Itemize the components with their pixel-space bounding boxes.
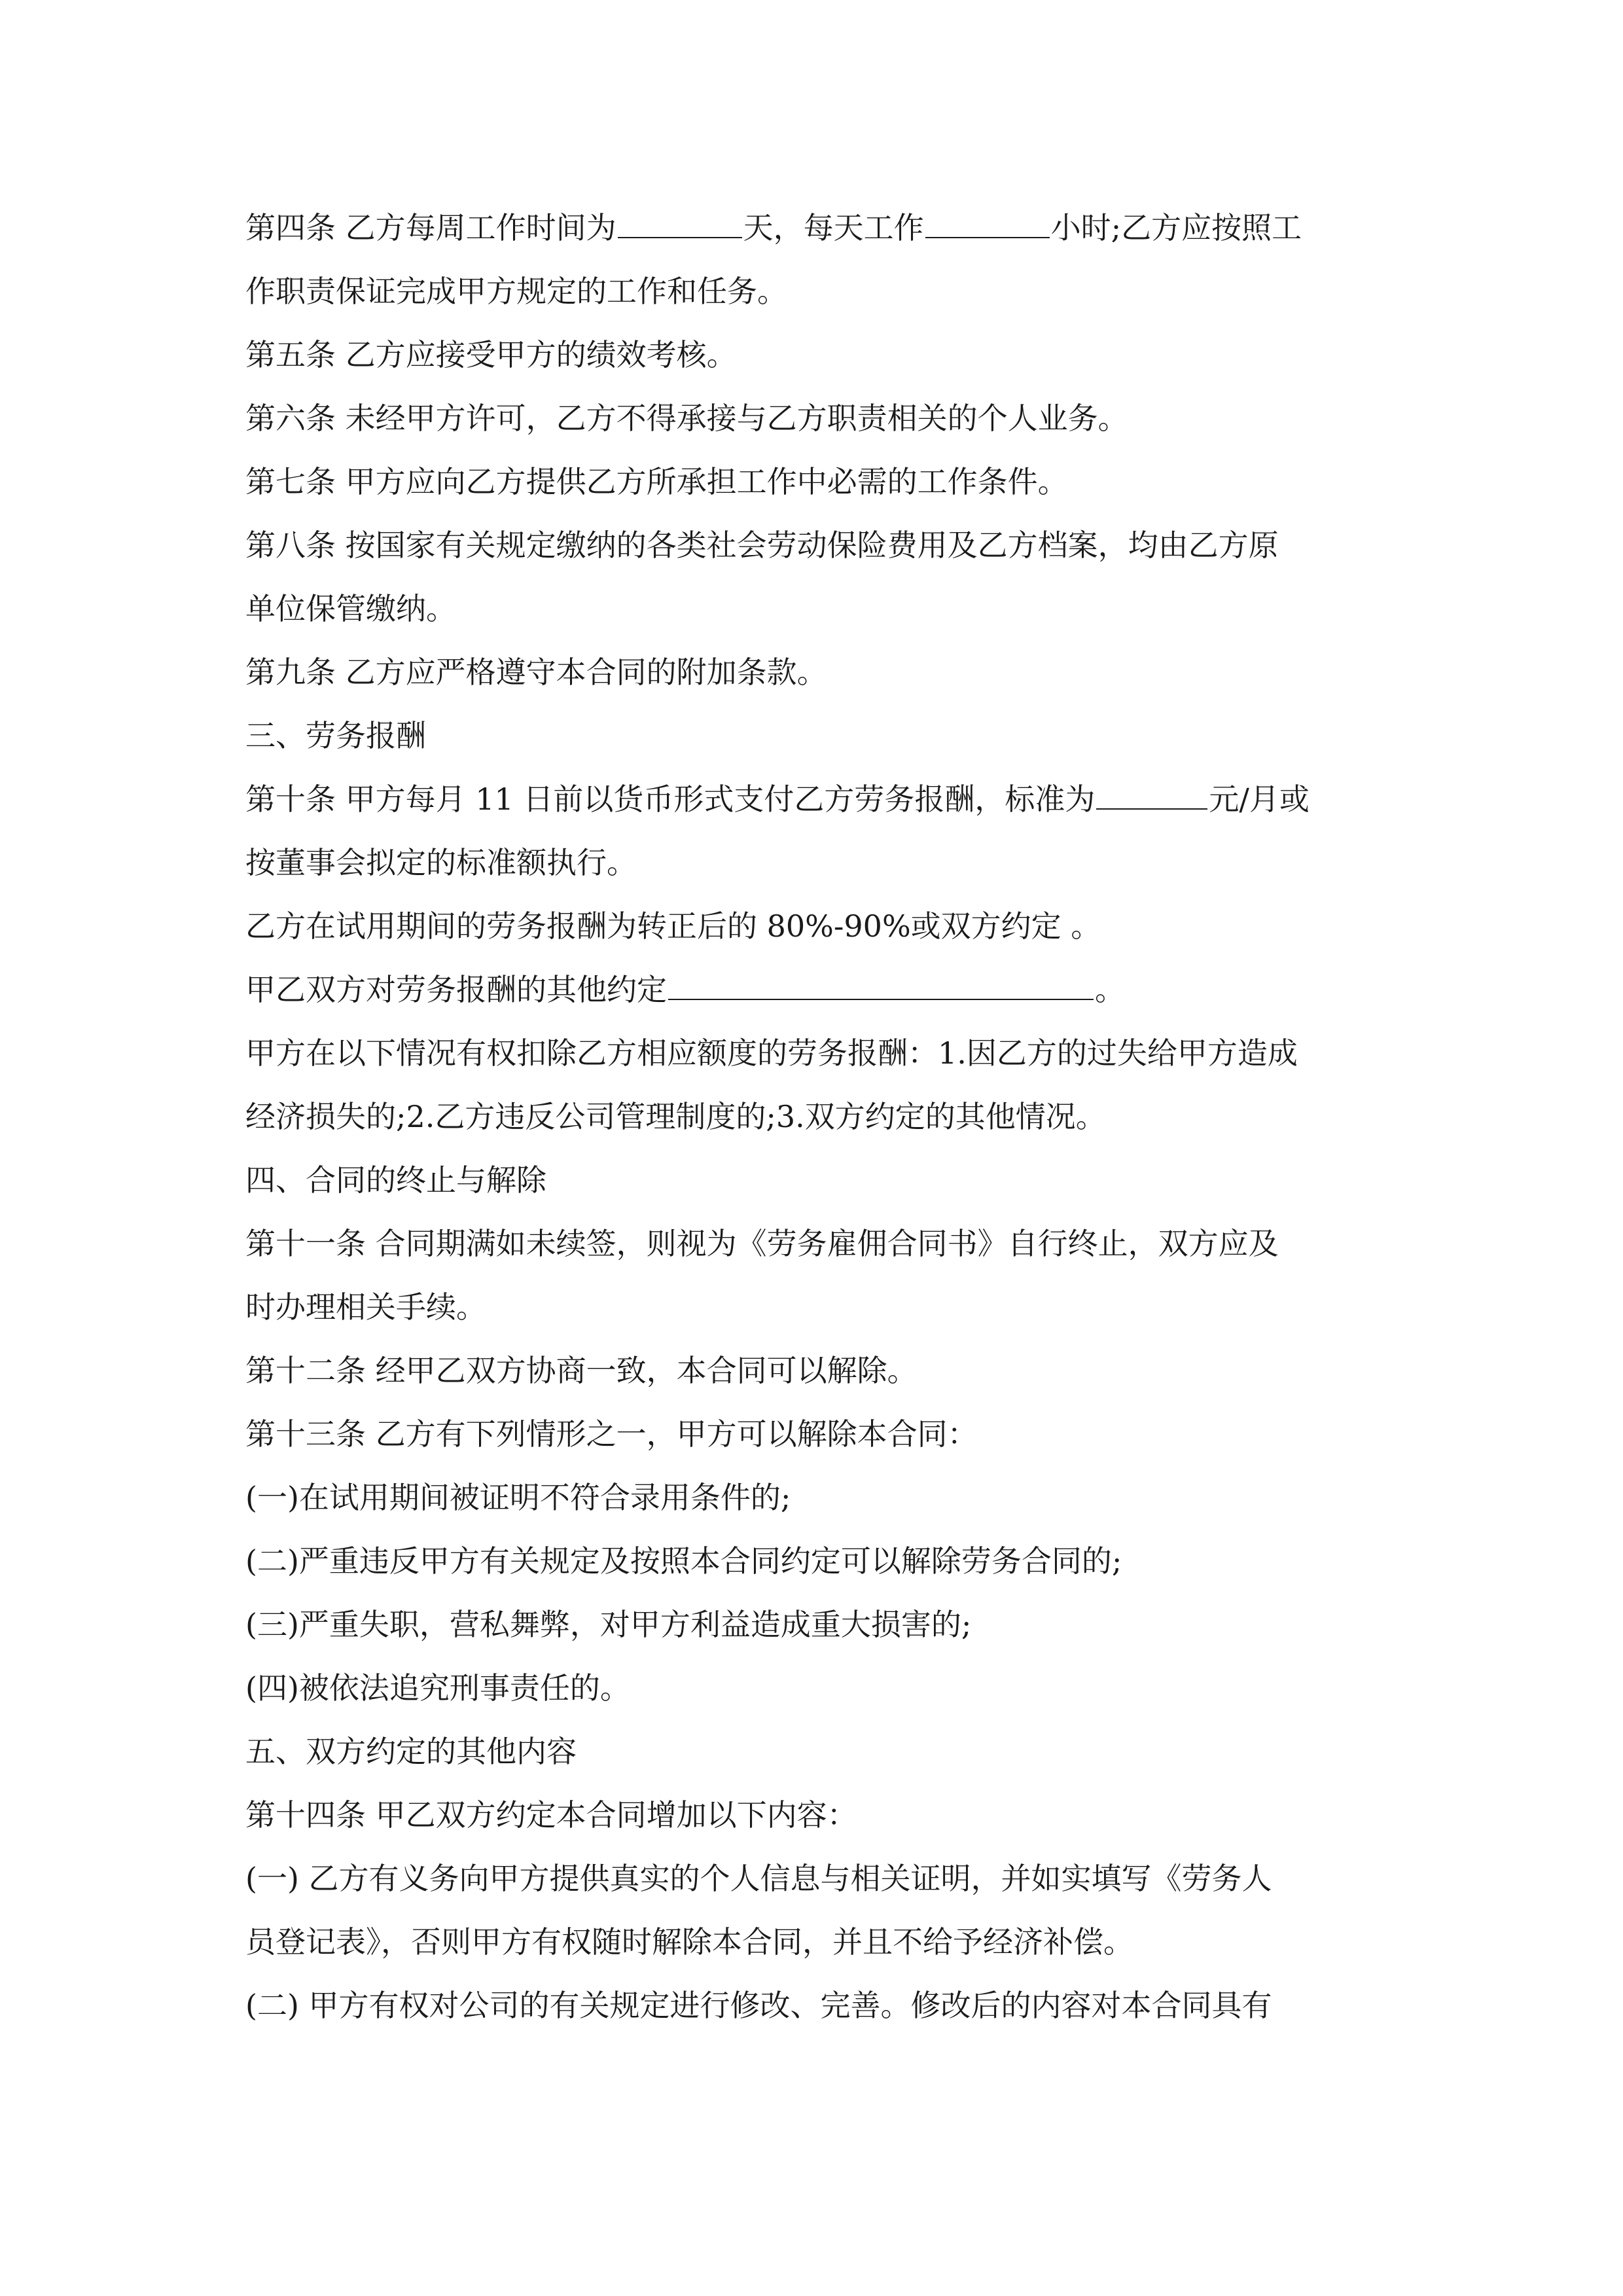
deduction-line-1: 甲方在以下情况有权扣除乙方相应额度的劳务报酬：1.因乙方的过失给甲方造成 [245, 1035, 1298, 1071]
article-9: 第九条 乙方应严格遵守本合同的附加条款。 [245, 655, 827, 690]
blank-monthly-amount [1096, 782, 1207, 810]
text-segment: 第十条 甲方每月 11 日前以货币形式支付乙方劳务报酬，标准为 [245, 781, 1096, 817]
article-13-item-3: (三)严重失职，营私舞弊，对甲方利益造成重大损害的; [245, 1607, 972, 1642]
section-heading-other: 五、双方约定的其他内容 [245, 1734, 577, 1769]
article-4-line-2: 作职责保证完成甲方规定的工作和任务。 [245, 274, 787, 309]
article-14-item-1-line-1: (一) 乙方有义务向甲方提供真实的个人信息与相关证明，并如实填写《劳务人 [245, 1861, 1272, 1896]
text-segment: 第四条 乙方每周工作时间为 [245, 210, 616, 245]
text-segment: 。 [1095, 972, 1125, 1007]
article-10-line-2: 按董事会拟定的标准额执行。 [245, 845, 637, 880]
article-5: 第五条 乙方应接受甲方的绩效考核。 [245, 337, 737, 372]
article-7: 第七条 甲方应向乙方提供乙方所承担工作中必需的工作条件。 [245, 464, 1068, 499]
blank-other-agreement [668, 973, 1094, 1000]
blank-days-per-week [618, 211, 742, 238]
article-13-item-4: (四)被依法追究刑事责任的。 [245, 1670, 630, 1706]
text-segment: 小时;乙方应按照工 [1050, 210, 1302, 245]
article-8-line-2: 单位保管缴纳。 [245, 591, 456, 626]
article-11-line-2: 时办理相关手续。 [245, 1289, 486, 1325]
article-13-item-1: (一)在试用期间被证明不符合录用条件的; [245, 1480, 791, 1515]
text-segment: 元/月或 [1209, 781, 1310, 817]
other-pay-agreement [245, 958, 1384, 1022]
article-11-line-1: 第十一条 合同期满如未续签，则视为《劳务雇佣合同书》自行终止，双方应及 [245, 1226, 1279, 1261]
article-13-item-2: (二)严重违反甲方有关规定及按照本合同约定可以解除劳务合同的; [245, 1543, 1122, 1579]
document-page [245, 196, 1384, 2037]
probation-pay: 乙方在试用期间的劳务报酬为转正后的 80%-90%或双方约定 。 [245, 908, 1101, 944]
section-heading-remuneration: 三、劳务报酬 [245, 718, 426, 753]
article-6: 第六条 未经甲方许可，乙方不得承接与乙方职责相关的个人业务。 [245, 401, 1128, 436]
article-10-line-1 [245, 768, 1384, 831]
article-4-line-1 [245, 196, 1384, 260]
article-13: 第十三条 乙方有下列情形之一，甲方可以解除本合同： [245, 1416, 978, 1452]
article-14-item-2-line-1: (二) 甲方有权对公司的有关规定进行修改、完善。修改后的内容对本合同具有 [245, 1988, 1272, 2023]
article-14-item-1-line-2: 员登记表》，否则甲方有权随时解除本合同，并且不给予经济补偿。 [245, 1924, 1133, 1960]
blank-hours-per-day [925, 211, 1050, 238]
text-segment: 天，每天工作 [743, 210, 924, 245]
article-8-line-1: 第八条 按国家有关规定缴纳的各类社会劳动保险费用及乙方档案，均由乙方原 [245, 528, 1279, 563]
article-12: 第十二条 经甲乙双方协商一致，本合同可以解除。 [245, 1353, 918, 1388]
article-14: 第十四条 甲乙双方约定本合同增加以下内容： [245, 1797, 857, 1833]
text-segment: 甲乙双方对劳务报酬的其他约定 [245, 972, 667, 1007]
deduction-line-2: 经济损失的;2.乙方违反公司管理制度的;3.双方约定的其他情况。 [245, 1099, 1106, 1134]
section-heading-termination: 四、合同的终止与解除 [245, 1162, 546, 1198]
